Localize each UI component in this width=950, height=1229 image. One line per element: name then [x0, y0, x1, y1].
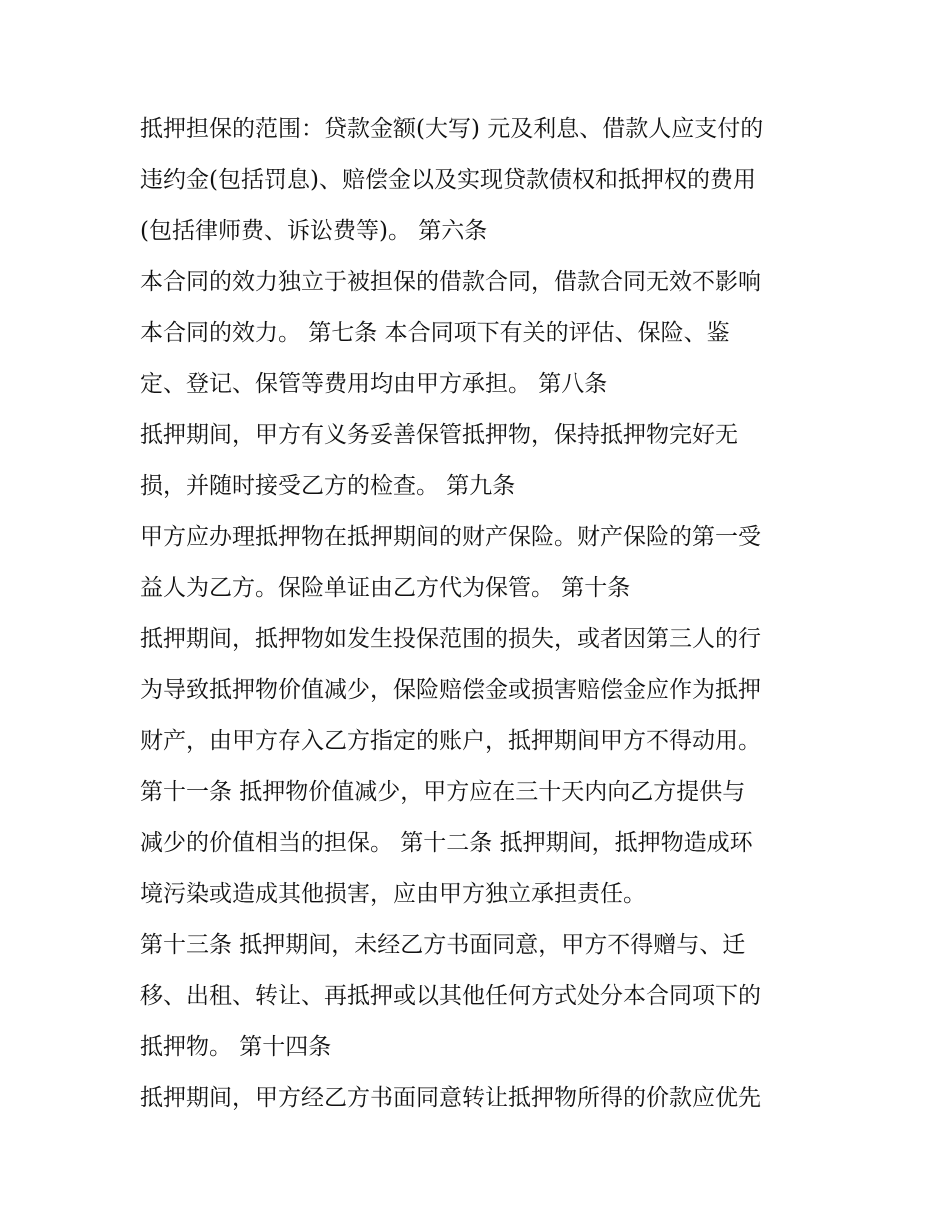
text-line: 境污染或造成其他损害，应由甲方独立承担责任。: [140, 881, 646, 907]
text-line: 甲方应办理抵押物在抵押期间的财产保险。财产保险的第一受: [140, 524, 761, 550]
text-line: 财产，由甲方存入乙方指定的账户，抵押期间甲方不得动用。: [140, 728, 761, 754]
text-line: 益人为乙方。保险单证由乙方代为保管。 第十条: [140, 575, 631, 601]
text-line: 移、出租、转让、再抵押或以其他任何方式处分本合同项下的: [140, 983, 761, 1009]
text-line: 抵押期间，甲方有义务妥善保管抵押物，保持抵押物完好无: [140, 422, 738, 448]
text-line: 抵押担保的范围：贷款金额(大写) 元及利息、借款人应支付的: [140, 116, 764, 142]
text-line: 抵押期间，抵押物如发生投保范围的损失，或者因第三人的行: [140, 626, 761, 652]
document-body: [140, 104, 820, 1124]
text-line: 减少的价值相当的担保。 第十二条 抵押期间，抵押物造成环: [140, 830, 753, 856]
text-line: 抵押物。 第十四条: [140, 1034, 332, 1060]
text-line: 损，并随时接受乙方的检查。 第九条: [140, 473, 516, 499]
text-line: (包括律师费、诉讼费等)。 第六条: [140, 218, 488, 244]
text-line: 定、登记、保管等费用均由甲方承担。 第八条: [140, 371, 608, 397]
text-line: 第十一条 抵押物价值减少，甲方应在三十天内向乙方提供与: [140, 779, 746, 805]
text-line: 违约金(包括罚息)、赔偿金以及实现贷款债权和抵押权的费用: [140, 167, 756, 193]
text-line: 本合同的效力独立于被担保的借款合同，借款合同无效不影响: [140, 269, 761, 295]
text-line: 本合同的效力。 第七条 本合同项下有关的评估、保险、鉴: [140, 320, 730, 346]
text-line: 为导致抵押物价值减少，保险赔偿金或损害赔偿金应作为抵押: [140, 677, 761, 703]
text-line: 抵押期间，甲方经乙方书面同意转让抵押物所得的价款应优先: [140, 1085, 761, 1111]
text-line: 第十三条 抵押期间，未经乙方书面同意，甲方不得赠与、迁: [140, 932, 746, 958]
